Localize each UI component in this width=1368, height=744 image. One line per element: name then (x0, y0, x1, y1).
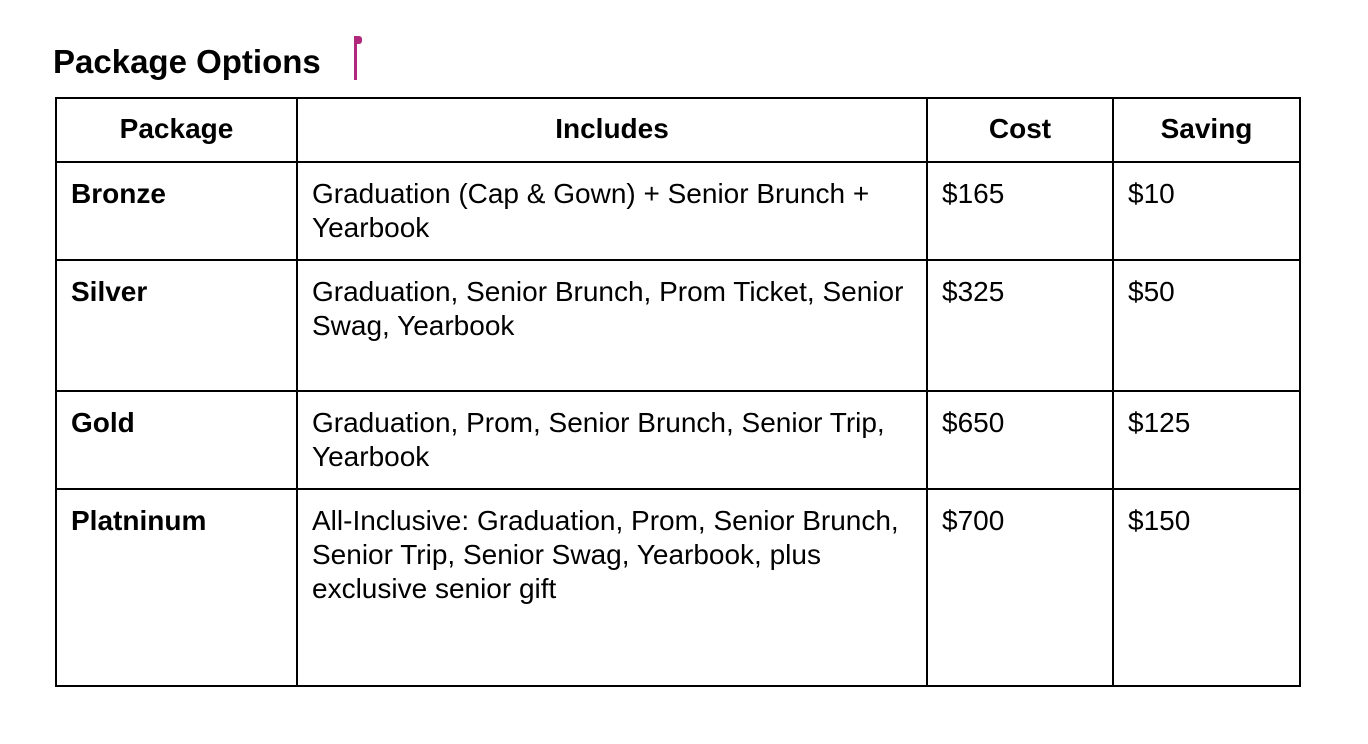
cursor-flag-icon (354, 36, 362, 44)
saving-cell[interactable]: $125 (1113, 391, 1300, 489)
package-name-cell[interactable]: Silver (56, 260, 297, 391)
saving-cell[interactable]: $10 (1113, 162, 1300, 260)
table-row (56, 260, 1300, 391)
package-name-cell[interactable]: Platninum (56, 489, 297, 686)
collaborator-cursor (354, 36, 358, 80)
table-row (56, 489, 1300, 686)
header-saving[interactable]: Saving (1113, 98, 1300, 162)
includes-cell[interactable]: All-Inclusive: Graduation, Prom, Senior Brunch, Senior Trip, Senior Swag, Yearbook, plus exclusive senior gift (297, 489, 927, 686)
cost-cell[interactable]: $165 (927, 162, 1113, 260)
saving-cell[interactable]: $50 (1113, 260, 1300, 391)
cost-cell[interactable]: $325 (927, 260, 1113, 391)
table-row (56, 162, 1300, 260)
includes-cell[interactable]: Graduation, Prom, Senior Brunch, Senior Trip, Yearbook (297, 391, 927, 489)
header-includes[interactable]: Includes (297, 98, 927, 162)
package-name-cell[interactable]: Bronze (56, 162, 297, 260)
header-package[interactable]: Package (56, 98, 297, 162)
page-title[interactable]: Package Options (53, 43, 321, 80)
includes-cell[interactable]: Graduation, Senior Brunch, Prom Ticket, Senior Swag, Yearbook (297, 260, 927, 391)
cost-cell[interactable]: $700 (927, 489, 1113, 686)
package-options-table[interactable] (55, 97, 1301, 687)
cost-cell[interactable]: $650 (927, 391, 1113, 489)
header-cost[interactable]: Cost (927, 98, 1113, 162)
table-row (56, 391, 1300, 489)
saving-cell[interactable]: $150 (1113, 489, 1300, 686)
table-header-row (56, 98, 1300, 162)
package-name-cell[interactable]: Gold (56, 391, 297, 489)
includes-cell[interactable]: Graduation (Cap & Gown) + Senior Brunch + Yearbook (297, 162, 927, 260)
